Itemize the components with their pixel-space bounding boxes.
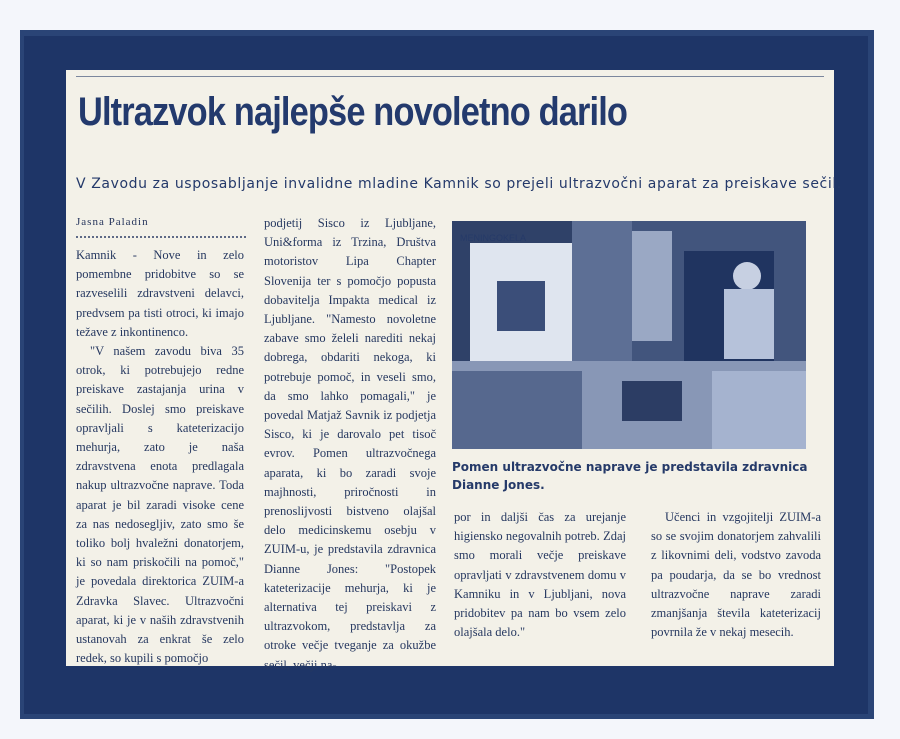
- paragraph: Učenci in vzgojitelji ZUIM-a so se svojim donatorjem zahvalili z likovnimi deli, vodstvo zavoda pa poudarja, da se bo vrednost ultrazvočne naprave zaradi zmanjšanja števila kateterizacij povrnila že v nekaj mesecih.: [651, 510, 821, 640]
- top-rule: [76, 76, 824, 77]
- paragraph: podjetij Sisco iz Ljubljane, Uni&forma iz Trzina, Društva motoristov Lipa Chapter Slovenija ter s pomočjo popusta dobavitelja Impakta medical iz Ljubljane. "Namesto novoletne zabave smo želeli narediti nekaj dobrega, obdariti nekoga, ki potrebuje pomoč, in veseli smo, da smo lahko pomagali," je povedal Matjaž Savnik iz podjetja Sisco, ki je darovalo pet tisoč evrov. Pomen ultrazvočnega aparata, ki bo zaradi svoje majhnosti, priročnosti in prenoslijvosti bistveno olajšal delo medicinskemu osebju v ZUIM-u, je predstavila zdravnica Dianne Jones: "Postopek kateterizacije mehurja, ki je alternativa tej preiskavi z ultrazvokom, predstavlja za otroke večje tveganje za okužbe sečil, večji na-: [264, 216, 436, 672]
- photo-sign-text: MENINGOKELA: [460, 233, 527, 243]
- byline-divider: [76, 236, 246, 238]
- column-4: [651, 508, 821, 642]
- paragraph: por in daljši čas za urejanje higiensko negovalnih potreb. Zdaj smo morali večje preiskave opravljati v zdravstvenem domu v Kamniku in v Ljubljani, nova pridobitev pa nam bo vsem zelo olajšala delo.": [454, 510, 626, 640]
- column-2: [264, 214, 436, 675]
- paragraph: "V našem zavodu biva 35 otrok, ki potrebujejo redne preiskave zastajanja urina v sečilih. Doslej smo preiskave opravljali s kateterizacijo mehurja, zato je naša zdravstvena enota predlagala nakup ultrazvočne naprave. Toda aparat je bil zaradi visoke cene za nas nedosegljiv, zato smo še toliko bolj hvaležni donatorjem, ki so nam priskočili na pomoč," je povedala direktorica ZUIM-a Zdravka Slavec. Ultrazvočni aparat, ki je v naših zdravstvenih ustanovah za enkrat še zelo redek, so kupili s pomočjo: [76, 344, 244, 666]
- column-1: [76, 246, 244, 668]
- headline: Ultrazvok najlepše novoletno darilo: [78, 90, 628, 134]
- photo-caption: Pomen ultrazvočne naprave je predstavila zdravnica Dianne Jones.: [452, 460, 808, 492]
- paragraph: Kamnik - Nove in zelo pomembne pridobitve so se razveselili zdravstveni delavci, predvsem pa tisti otroci, ki imajo težave z inkontinenco.: [76, 248, 244, 339]
- newspaper-clipping: [66, 70, 842, 672]
- author-byline: Jasna Paladin: [76, 216, 149, 228]
- article-photo: [452, 221, 806, 449]
- column-3: [454, 508, 626, 642]
- lead-text: V Zavodu za usposabljanje invalidne mladine Kamnik so prejeli ultrazvočni aparat za preiskave sečil.: [76, 176, 842, 192]
